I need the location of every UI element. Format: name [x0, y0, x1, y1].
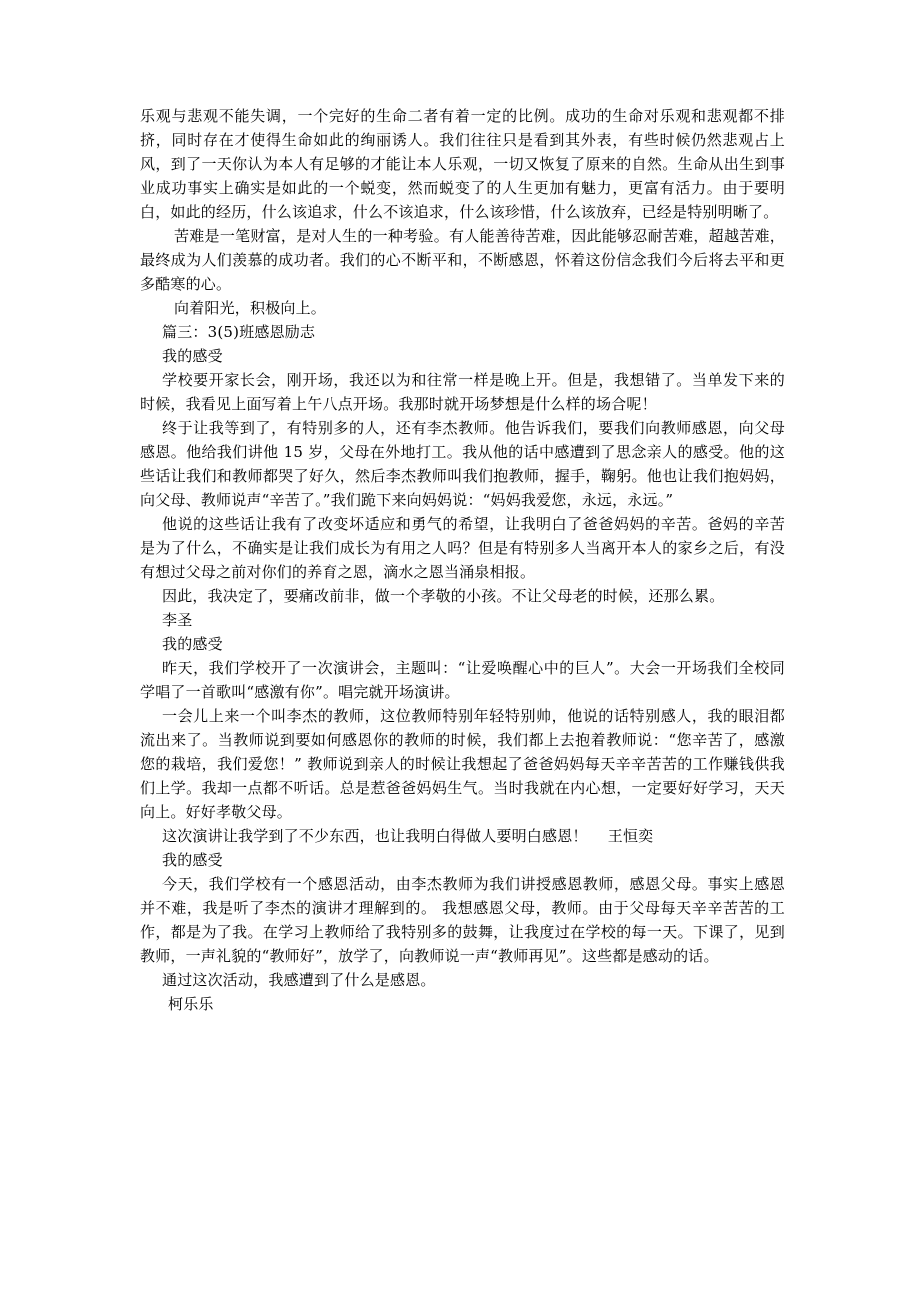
paragraph: 柯乐乐 [168, 995, 214, 1013]
paragraph: 向着阳光，积极向上。 [174, 299, 327, 317]
paragraph: 一会儿上来一个叫李杰的教师，这位教师特别年轻特别帅，他说的话特别感人，我的眼泪都流出来了。当教师说到要如何感恩你的教师的时候，我们都上去抱着教师说：“您辛苦了，感激您的栽培，我们爱您！” 教师说到亲人的时候让我想起了爸爸妈妈每天辛辛苦苦的工作赚钱供我们上学。我却一点都不听话。总是惹爸爸妈妈生气。当时我就在内心想，一定要好好学习，天天向上。好好孝敬父母。 [140, 707, 785, 821]
paragraph: 我的感受 [162, 635, 223, 653]
paragraph: 终于让我等到了，有特别多的人，还有李杰教师。他告诉我们，要我们向教师感恩，向父母感恩。他给我们讲他 15 岁，父母在外地打工。我从他的话中感遭到了思念亲人的感受。他的这些话让我们和教师都哭了好久，然后李杰教师叫我们抱教师，握手，鞠躬。他也让我们抱妈妈，向父母、教师说声“辛苦了。”我们跪下来向妈妈说：“妈妈我爱您，永远，永远。” [140, 419, 785, 509]
paragraph: 因此，我决定了，要痛改前非，做一个孝敬的小孩。不让父母老的时候，还那么累。 [162, 587, 725, 605]
paragraph: 苦难是一笔财富，是对人生的一种考验。有人能善待苦难，因此能够忍耐苦难，超越苦难，最终成为人们羡慕的成功者。我们的心不断平和，不断感恩，怀着这份信念我们今后将去平和更多酷寒的心。 [140, 227, 785, 293]
paragraph: 学校要开家长会，刚开场，我还以为和往常一样是晚上开。但是，我想错了。当单发下来的时候，我看见上面写着上午八点开场。我那时就开场梦想是什么样的场合呢！ [140, 371, 785, 413]
paragraph: 我的感受 [162, 347, 223, 365]
paragraph: 通过这次活动，我感遭到了什么是感恩。 [162, 971, 436, 989]
document-body [140, 104, 785, 1016]
paragraph: 李圣 [162, 611, 193, 629]
paragraph: 昨天，我们学校开了一次演讲会，主题叫：“让爱唤醒心中的巨人”。大会一开场我们全校同学唱了一首歌叫“感激有你”。唱完就开场演讲。 [140, 659, 785, 701]
paragraph: 篇三：3(5)班感恩励志 [162, 323, 316, 341]
paragraph: 他说的这些话让我有了改变坏适应和勇气的希望，让我明白了爸爸妈妈的辛苦。爸妈的辛苦是为了什么，不确实是让我们成长为有用之人吗？但是有特别多人当离开本人的家乡之后，有没有想过父母之前对你们的养育之恩，滴水之恩当涌泉相报。 [140, 515, 785, 581]
paragraph: 这次演讲让我学到了不少东西，也让我明白得做人要明白感恩！ 王恒奕 [162, 827, 654, 845]
paragraph: 我的感受 [162, 851, 223, 869]
paragraph: 乐观与悲观不能失调，一个完好的生命二者有着一定的比例。成功的生命对乐观和悲观都不排挤，同时存在才使得生命如此的绚丽诱人。我们往往只是看到其外表，有些时候仍然悲观占上风，到了一天你认为本人有足够的才能让本人乐观，一切又恢复了原来的自然。生命从出生到事业成功事实上确实是如此的一个蜕变，然而蜕变了的人生更加有魅力，更富有活力。由于要明白，如此的经历，什么该追求，什么不该追求，什么该珍惜，什么该放弃，已经是特别明晰了。 [140, 107, 785, 221]
paragraph: 今天，我们学校有一个感恩活动，由李杰教师为我们讲授感恩教师，感恩父母。事实上感恩并不难，我是听了李杰的演讲才理解到的。 我想感恩父母，教师。由于父母每天辛辛苦苦的工作，都是为了我。在学习上教师给了我特别多的鼓舞，让我度过在学校的每一天。下课了，见到教师，一声礼貌的“教师好”，放学了，向教师说一声“教师再见”。这些都是感动的话。 [140, 875, 785, 965]
